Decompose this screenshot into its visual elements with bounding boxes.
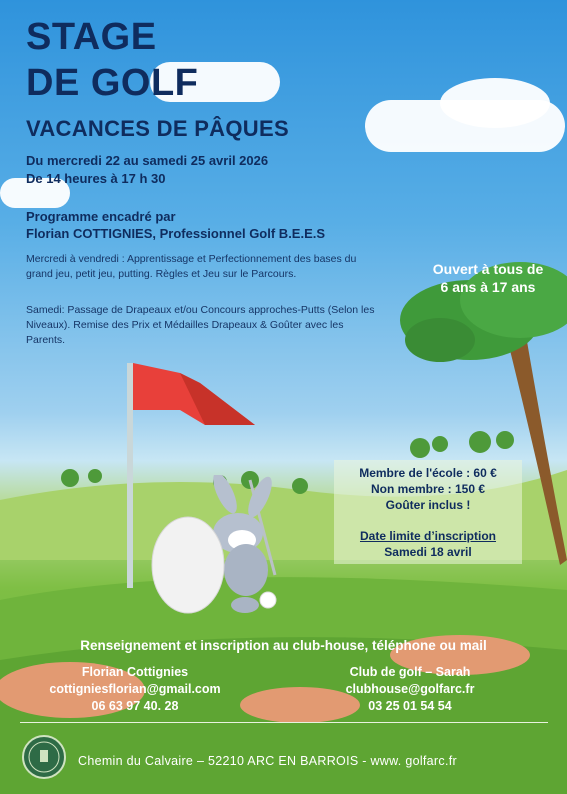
contact-email[interactable]: cottigniesflorian@gmail.com: [49, 682, 221, 696]
dates-line-2: De 14 heures à 17 h 30: [26, 171, 166, 186]
contact-phone[interactable]: 06 63 97 40. 28: [91, 699, 179, 713]
info-line: Renseignement et inscription au club-house, téléphone ou mail: [80, 638, 487, 653]
contact-club: [310, 664, 510, 715]
age-line-2: 6 ans à 17 ans: [440, 279, 536, 295]
title-line-2: DE GOLF: [26, 62, 199, 104]
saturday-description: Samedi: Passage de Drapeaux et/ou Concours approches-Putts (Selon les Niveaux). Remise des Prix et Médailles Drapeaux & Goûter avec les Parents.: [26, 304, 375, 346]
divider: [20, 722, 548, 723]
deadline-date: Samedi 18 avril: [384, 545, 472, 559]
contact-name: Club de golf – Sarah: [349, 665, 471, 679]
age-range-note: [414, 260, 562, 296]
contact-phone[interactable]: 03 25 01 54 54: [368, 699, 452, 713]
poster-subtitle: VACANCES DE PÂQUES: [26, 116, 289, 141]
member-price: Membre de l'école : 60 €: [359, 466, 497, 480]
dates-line-1: Du mercredi 22 au samedi 25 avril 2026: [26, 153, 269, 168]
deadline-label: Date limite d’inscription: [359, 529, 497, 543]
programme-line-1: Programme encadré par: [26, 209, 176, 224]
poster-title: [26, 14, 198, 106]
deadline-block: [334, 528, 522, 560]
contact-name: Florian Cottignies: [81, 665, 189, 679]
pricing-list: [334, 465, 522, 513]
footer-address: Chemin du Calvaire – 52210 ARC EN BARROIS - www. golfarc.fr: [78, 754, 457, 768]
contact-florian: [20, 664, 250, 715]
snack-note: Goûter inclus !: [385, 498, 471, 512]
weekday-description: Mercredi à vendredi : Apprentissage et Perfectionnement des bases du grand jeu, petit jeu, putting. Règles et Jeu sur le Parcours.: [26, 253, 357, 280]
programme-line-2: Florian COTTIGNIES, Professionnel Golf B.E.E.S: [26, 226, 326, 241]
rabbit-golfer-with-egg: [150, 475, 290, 625]
non-member-price: Non membre : 150 €: [370, 482, 486, 496]
golf-club-seal-icon: [22, 735, 66, 779]
programme-block: [26, 208, 325, 242]
title-line-1: STAGE: [26, 16, 157, 58]
contact-email[interactable]: clubhouse@golfarc.fr: [345, 682, 475, 696]
dates-block: [26, 152, 268, 188]
age-line-1: Ouvert à tous de: [432, 261, 544, 277]
